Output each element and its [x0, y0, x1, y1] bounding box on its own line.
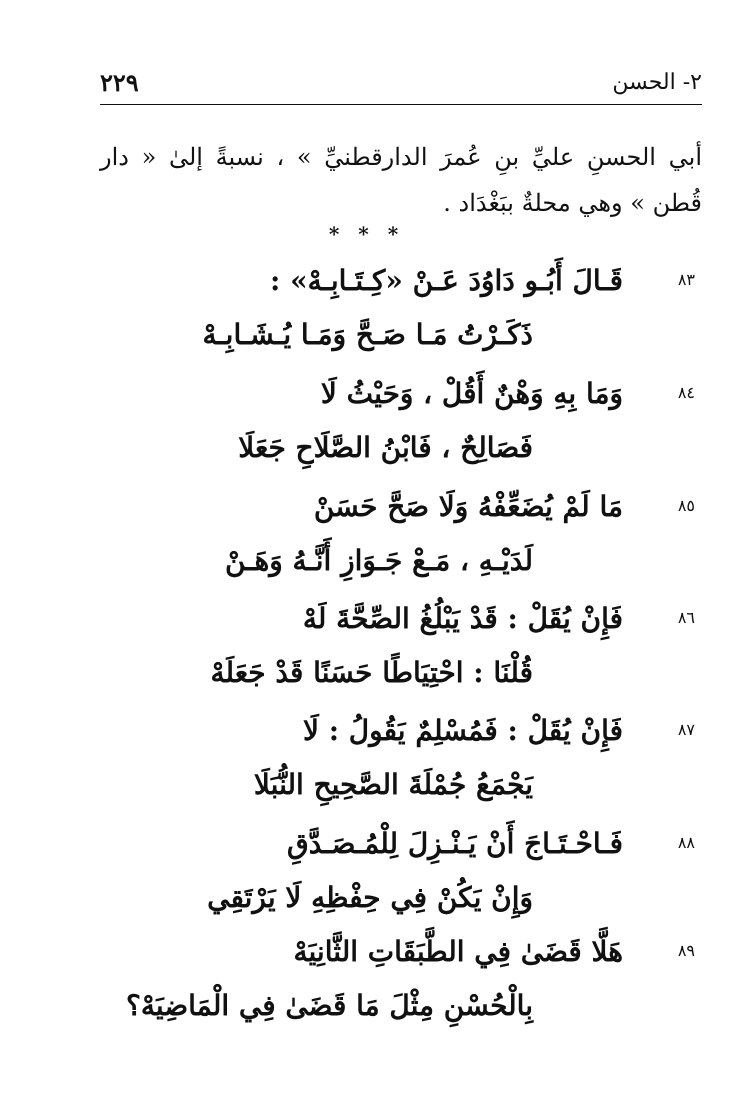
verse-number: ٨٧	[677, 720, 695, 739]
page-number: ٢٢٩	[100, 68, 139, 97]
verse-87	[0, 712, 733, 824]
running-header	[100, 68, 702, 102]
section-separator: * * *	[328, 222, 405, 246]
verse-second-hemistich: ذَكَـرْتُ مَـا صَـحَّ وَمَـا يُـشَـابِـهْ	[202, 318, 533, 351]
header-rule	[100, 104, 702, 105]
verse-second-hemistich: فَصَالِحٌ ، فَابْنُ الصَّلَاحِ جَعَلَا	[238, 431, 533, 464]
verse-second-hemistich: بِالْحُسْنِ مِثْلَ مَا قَضَىٰ فِي الْمَاضِيَهْ؟	[126, 989, 533, 1022]
verse-first-hemistich: وَمَا بِهِ وَهْنٌ أَقُلْ ، وَحَيْثُ لَا	[320, 377, 623, 410]
verse-number: ٨٣	[677, 270, 695, 289]
verse-number: ٨٥	[677, 496, 695, 515]
verse-86	[0, 600, 733, 712]
verse-84	[0, 375, 733, 487]
verse-first-hemistich: قَـالَ أَبُـو دَاوُدَ عَـنْ «كِـتَـابِـهْ» :	[270, 264, 623, 297]
verse-83	[0, 262, 733, 374]
verse-second-hemistich: قُلْنَا : احْتِيَاطًا حَسَنًا قَدْ جَعَلَهْ	[210, 656, 533, 689]
verse-first-hemistich: فَإِنْ يُقَلْ : قَدْ يَبْلُغُ الصِّحَّةَ لَهْ	[302, 602, 623, 635]
verse-first-hemistich: هَلَّا قَضَىٰ فِي الطَّبَقَاتِ الثَّانِيَهْ	[293, 935, 623, 968]
verse-second-hemistich: يَجْمَعُ جُمْلَةَ الصَّحِيحِ النُّبَلَا	[253, 768, 533, 801]
verse-first-hemistich: مَا لَمْ يُضَعِّفْهُ وَلَا صَحَّ حَسَنْ	[313, 490, 623, 523]
chapter-title: ٢- الحسن	[612, 70, 702, 95]
verse-number: ٨٩	[677, 941, 695, 960]
verse-number: ٨٦	[677, 608, 695, 627]
verse-number: ٨٨	[677, 833, 695, 852]
verse-number: ٨٤	[677, 383, 695, 402]
verse-85	[0, 488, 733, 600]
verse-first-hemistich: فَإِنْ يُقَلْ : فَمُسْلِمٌ يَقُولُ : لَا	[303, 714, 623, 747]
verse-second-hemistich: وَإِنْ يَكُنْ فِي حِفْظِهِ لَا يَرْتَقِي	[207, 881, 533, 914]
verse-89	[0, 933, 733, 1045]
verse-first-hemistich: فَـاحْـتَـاجَ أَنْ يَـنْـزِلَ لِلْمُـصَـدَّقِ	[286, 827, 623, 860]
verse-88	[0, 825, 733, 937]
verse-second-hemistich: لَدَيْـهِ ، مَـعْ جَـوَازِ أَنَّـهُ وَهَـنْ	[225, 544, 533, 577]
prose-paragraph: أبي الحسنِ عليِّ بنِ عُمرَ الدارقطنيِّ » ، نسبةً إلىٰ « دار قُطن » وهي محلةٌ ببَغْدَاد .	[100, 143, 702, 217]
